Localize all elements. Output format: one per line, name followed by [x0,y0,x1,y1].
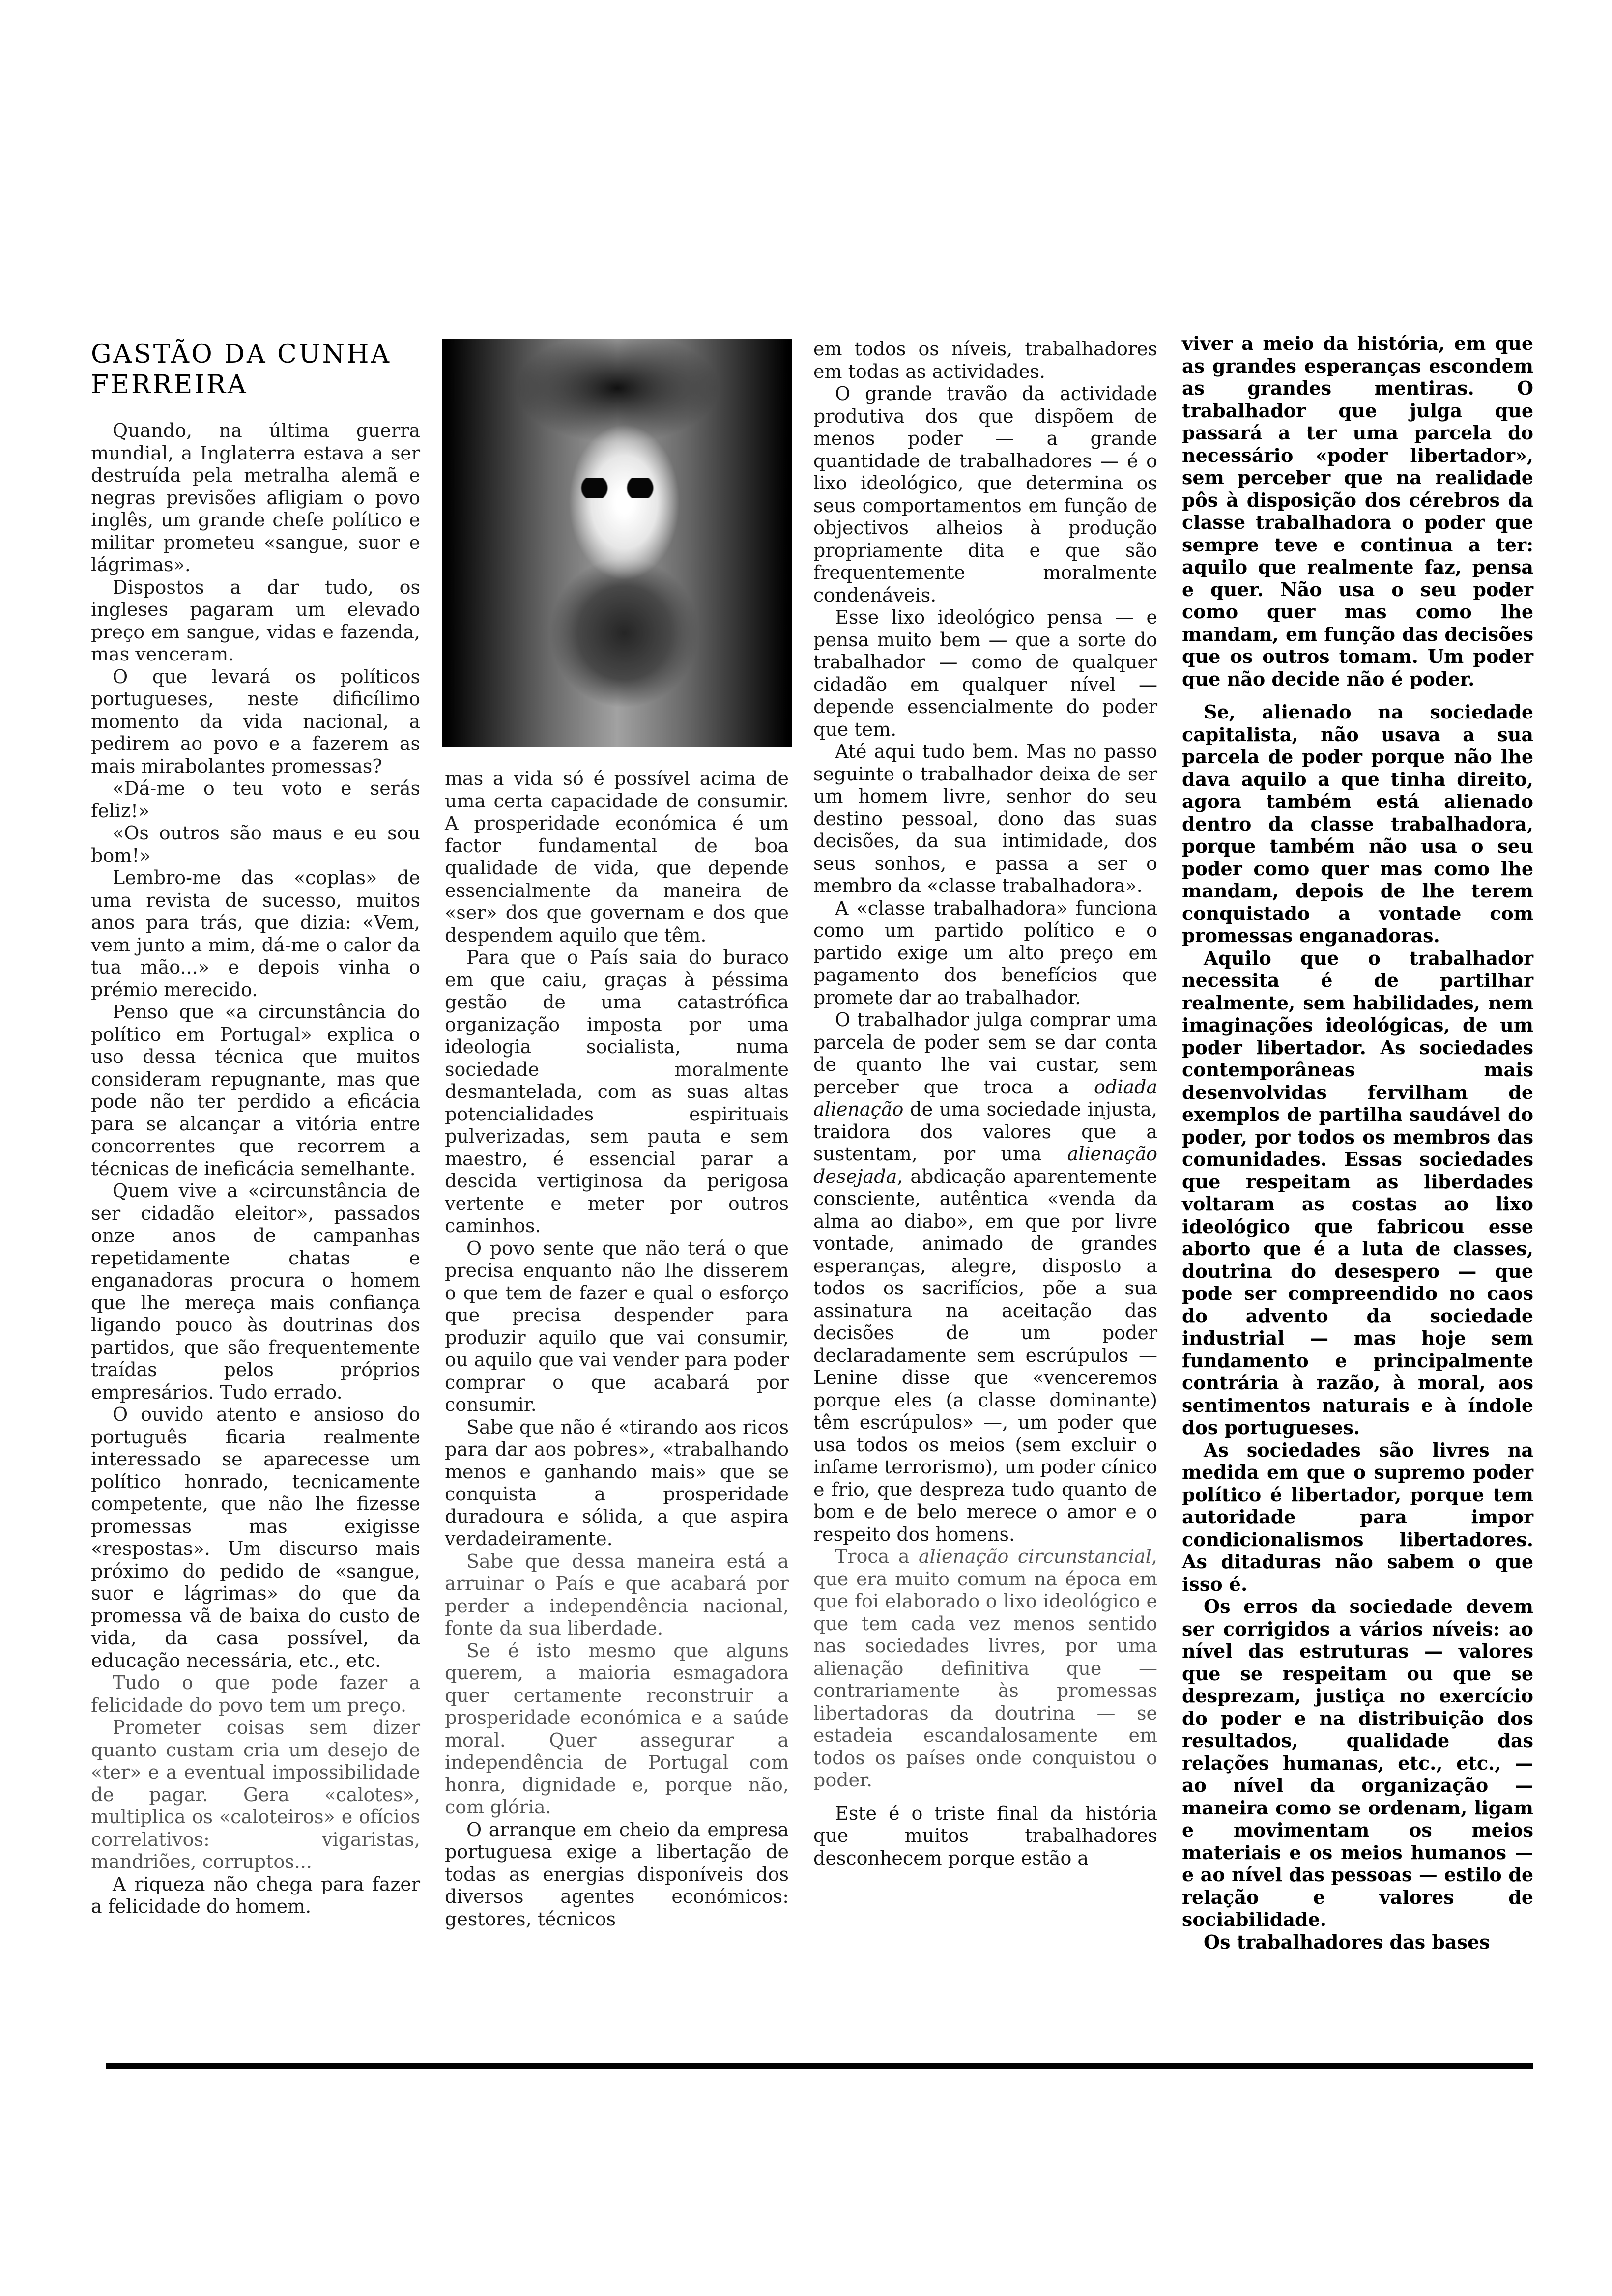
paragraph: viver a meio da história, em que as grandes esperanças escondem as grandes mentiras. O trabalhador que julga que passará a ter uma parcela do necessário «poder libertador», sem perceber que na realidade pôs à disposição dos cérebros da classe trabalhadora o poder que sempre teve e continua a ter: aquilo que realmente faz, pensa e quer. Não usa o seu poder como quer mas como lhe mandam, em função das decisões que os outros tomam. Um poder que não decide não é poder. [1182,332,1533,690]
paragraph: Quando, na última guerra mundial, a Inglaterra estava a ser destruída pela metralha alemã e negras previsões afligiam o povo inglês, um grande chefe político e militar prometeu «sangue, suor e lágrimas». [91,420,420,575]
author-portrait-photo [442,339,792,747]
paragraph: A riqueza não chega para fazer a felicidade do homem. [91,1873,420,1917]
paragraph: O ouvido atento e ansioso do português ficaria realmente interessado se aparecesse um político honrado, tecnicamente competente, que não lhe fizesse promessas mas exigisse «respostas». Um discurso mais próximo do pedido de «sangue, suor e lágrimas» do que da promessa vã de baixa do custo de vida, da casa possível, da educação necessária, etc., etc. [91,1404,420,1671]
text-run: , que era muito comum na época em que foi elaborado o lixo ideológico e que tem cada vez menos sentido nas sociedades livres, por uma alienação definitiva que — contrariamente às promessas libertadoras da doutrina — se estadeia escandalosamente em todos os países onde conquistou o poder. [813,1546,1157,1791]
paragraph: «Dá-me o teu voto e serás feliz!» [91,777,420,822]
author-byline: GASTÃO DA CUNHA FERREIRA [91,340,392,400]
paragraph: O que levará os políticos portugueses, neste dificílimo momento da vida nacional, a pedirem ao povo e a fazerem as mais mirabolantes promessas? [91,665,420,777]
paragraph: Sabe que dessa maneira está a arruinar o País e que acabará por perder a independência nacional, fonte da sua liberdade. [445,1550,789,1639]
bottom-rule-divider [106,2063,1533,2069]
article-column-1 [91,339,420,1918]
paragraph: «Os outros são maus e eu sou bom!» [91,822,420,866]
paragraph: Esse lixo ideológico pensa — e pensa muito bem — que a sorte do trabalhador — como de qualquer cidadão em qualquer nível — depende essencialmente do poder que tem. [813,606,1157,740]
article-column-4 [1182,332,1533,1953]
paragraph: em todos os níveis, trabalhadores em todas as actividades. [813,338,1157,382]
paragraph: Os erros da sociedade devem ser corrigidos a vários níveis: ao nível das estruturas — valores que se respeitam ou que se desprezam, justiça no exercício do poder e na distribuição dos resultados, qualidade das relações humanas, etc., etc., — ao nível da organização — maneira como se ordenam, ligam e movimentam os meios materiais e os meios humanos — e ao nível das pessoas — estilo de relação e valores de sociabilidade. [1182,1595,1533,1930]
paragraph [813,1009,1157,1546]
paragraph: Quem vive a «circunstância de ser cidadão eleitor», passados onze anos de campanhas repetidamente chatas e enganadoras procura o homem que lhe mereça mais confiança ligando pouco às doutrinas dos partidos, que são frequentemente traídas pelos próprios empresários. Tudo errado. [91,1180,420,1403]
paragraph: Prometer coisas sem dizer quanto custam cria um desejo de «ter» e a eventual impossibilidade de pagar. Gera «calotes», multiplica os «caloteiros» e ofícios correlativos: vigaristas, mandriões, corruptos... [91,1717,420,1872]
paragraph [813,1546,1157,1792]
paragraph: Lembro-me das «coplas» de uma revista de sucesso, muitos anos para trás, que dizia: «Vem, vem junto a mim, dá-me o calor da tua mão...» e depois vinha o prémio merecido. [91,867,420,1001]
paragraph: Este é o triste final da história que muitos trabalhadores desconhecem porque estão a [813,1802,1157,1869]
paragraph: Aquilo que o trabalhador necessita é de partilhar realmente, sem habilidades, nem imaginações ideológicas, de um poder libertador. As sociedades contemporâneas mais desenvolvidas fervilham de exemplos de partilha saudável do poder, por todos os membros das comunidades. Essas sociedades que respeitam as liberdades voltaram as costas ao lixo ideológico que fabricou esse aborto que é a luta de classes, doutrina do desespero — que pode ser compreendido no caos do advento da sociedade industrial — mas hoje sem fundamento e principalmente contrária à razão, à moral, aos sentimentos naturais e à índole dos portugueses. [1182,947,1533,1438]
text-run: de uma sociedade injusta, traidora dos valores que a sustentam, por uma [813,1098,1157,1165]
text-run: Troca a [835,1546,919,1567]
paragraph: Dispostos a dar tudo, os ingleses pagaram um elevado preço em sangue, vidas e fazenda, mas venceram. [91,576,420,665]
paragraph: O povo sente que não terá o que precisa enquanto não lhe disserem o que tem de fazer e qual o esforço que precisa despender para produzir aquilo que vai consumir, ou aquilo que vai vender para poder comprar o que acabará por consumir. [445,1237,789,1415]
paragraph: Penso que «a circunstância do político em Portugal» explica o uso dessa técnica que muitos consideram repugnante, mas que pode não ter perdido a eficácia para se alcançar a vitória entre concorrentes que recorrem a técnicas de ineficácia semelhante. [91,1001,420,1179]
italic-text: odiada alienação [813,1076,1157,1120]
paragraph: As sociedades são livres na medida em que o supremo poder político é libertador, porque tem autoridade para impor condicionalismos libertadores. As ditaduras não sabem o que isso é. [1182,1438,1533,1595]
paragraph: Até aqui tudo bem. Mas no passo seguinte o trabalhador deixa de ser um homem livre, senhor do seu destino pessoal, dono das suas decisões, da sua intimidade, dos seus sonhos, e passa a ser o membro da «classe trabalhadora». [813,741,1157,896]
paragraph: Sabe que não é «tirando aos ricos para dar aos pobres», «trabalhando menos e ganhando mais» que se conquista a prosperidade duradoura e sólida, a que aspira verdadeiramente. [445,1416,789,1550]
italic-text: alienação desejada [813,1143,1157,1187]
paragraph: A «classe trabalhadora» funciona como um partido político e o partido exige um alto preço em pagamento dos benefícios que promete dar ao trabalhador. [813,897,1157,1008]
paragraph: Se, alienado na sociedade capitalista, não usava a sua parcela de poder porque não lhe dava aquilo a que tinha direito, agora também está alienado dentro da classe trabalhadora, porque também não usa o seu poder como quer mas como lhe mandam, depois de lhe terem conquistado a vontade com promessas enganadoras. [1182,701,1533,947]
portrait-eyes [572,478,662,498]
italic-text: alienação circunstancial [919,1546,1151,1567]
paragraph: Para que o País saia do buraco em que caiu, graças à péssima gestão de uma catastrófica organização imposta por uma ideologia socialista, numa sociedade moralmente desmantelada, com as suas altas potencialidades espirituais pulverizadas, sem pauta e sem maestro, é essencial parar a descida vertiginosa da perigosa vertente e meter por outros caminhos. [445,947,789,1236]
paragraph: O arranque em cheio da empresa portuguesa exige a libertação de todas as energias disponíveis dos diversos agentes económicos: gestores, técnicos [445,1818,789,1930]
paragraph: Os trabalhadores das bases [1204,1930,1490,1953]
paragraph: O grande travão da actividade produtiva dos que dispõem de menos poder — a grande quantidade de trabalhadores — é o lixo ideológico, que determina os seus comportamentos em função de objectivos alheios à produção propriamente dita e que são frequentemente moralmente condenáveis. [813,383,1157,606]
text-run: O trabalhador julga comprar uma parcela de poder sem se dar conta de quanto lhe vai custar, sem perceber que troca a [813,1009,1157,1098]
article-column-2 [445,768,789,1930]
paragraph: mas a vida só é possível acima de uma certa capacidade de consumir. A prosperidade económica é um factor fundamental de boa qualidade de vida, que depende essencialmente da maneira de «ser» dos que governam e dos que despendem aquilo que têm. [445,768,789,946]
text-run: , abdicação aparentemente consciente, autêntica «venda da alma ao diabo», em que por livre vontade, animado de grandes esperanças, alegre, disposto a todos os sacrifícios, põe a sua assinatura na aceitação das decisões de um poder declaradamente sem escrúpulos — Lenine disse que «venceremos porque eles (a classe dominante) têm escrúpulos» —, um poder que usa todos os meios (sem excluir o infame terrorismo), um poder cínico e frio, que despreza tudo quanto de bom e de belo merece o amor e o respeito dos homens. [813,1165,1157,1545]
paragraph: Se é isto mesmo que alguns querem, a maioria esmagadora quer certamente reconstruir a prosperidade económica e a saúde moral. Quer assegurar a independência de Portugal com honra, dignidade e, porque não, com glória. [445,1639,789,1818]
paragraph: Tudo o que pode fazer a felicidade do povo tem um preço. [91,1672,420,1716]
article-column-3 [813,338,1157,1869]
